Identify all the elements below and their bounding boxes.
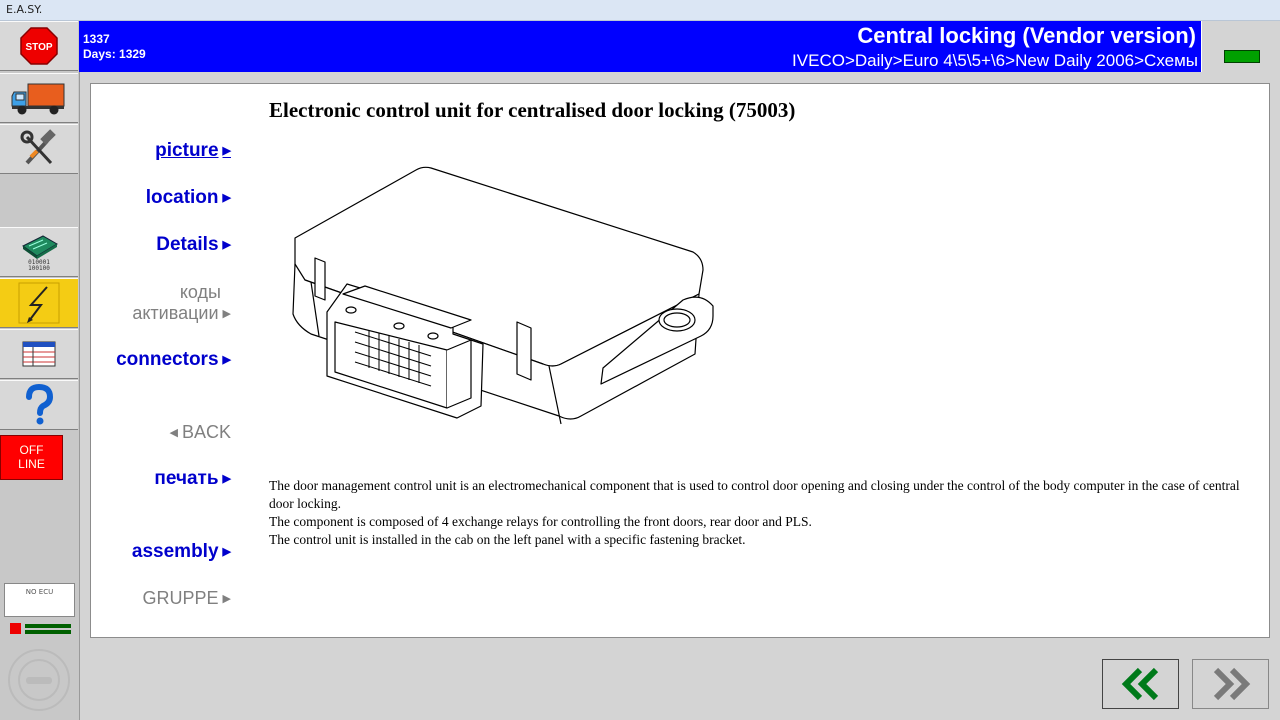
ecu-error-indicator: [10, 623, 21, 634]
page-header-title: Central locking (Vendor version): [857, 23, 1196, 48]
nav-connectors-label: connectors: [116, 349, 219, 370]
arrow-right-icon: ▶: [222, 308, 231, 320]
wrench-hammer-icon: [19, 129, 59, 169]
stop-icon: [19, 26, 59, 66]
nav-back-label: BACK: [181, 422, 231, 442]
description-paragraph: The door management control unit is an electromechanical component that is used to control door opening and closing under the control of the body computer in the case of central door locking.: [269, 478, 1240, 511]
breadcrumb: IVECO>Daily>Euro 4\5\5+\6>New Daily 2006>Схемы: [792, 51, 1198, 70]
table-icon: [19, 338, 59, 370]
nav-codes-line1: коды: [179, 282, 221, 302]
previous-button[interactable]: [1102, 659, 1179, 709]
nav-picture-label: picture: [155, 140, 219, 161]
description-paragraph: The component is composed of 4 exchange relays for controlling the front doors, rear door and PLS.: [269, 514, 812, 529]
nav-assembly-label: assembly: [131, 541, 219, 562]
arrow-right-icon: ▶: [222, 593, 231, 605]
ecu-data-button[interactable]: [0, 227, 78, 277]
nav-print[interactable]: [154, 468, 231, 490]
offline-label-line1: OFF: [19, 443, 44, 457]
nav-back[interactable]: [170, 422, 232, 443]
nav-gruppe-label: GRUPPE: [142, 588, 219, 608]
connection-led: [1224, 50, 1260, 63]
session-id: 1337: [83, 32, 110, 46]
ecu-chip-icon: [19, 232, 59, 260]
ecu-binary-label: 010001 100100: [28, 259, 50, 272]
double-chevron-left-icon: [1116, 664, 1166, 704]
ecu-bar-2: [25, 630, 71, 634]
vehicle-button[interactable]: [0, 73, 78, 123]
nav-connectors[interactable]: [116, 349, 231, 371]
truck-icon: [10, 80, 68, 116]
nav-print-label: печать: [154, 468, 219, 489]
arrow-right-icon: ▶: [222, 546, 231, 558]
nav-codes-line2: активации: [132, 303, 219, 323]
nav-assembly[interactable]: [132, 541, 231, 563]
page-title: Electronic control unit for centralised door locking (75003): [269, 98, 796, 122]
double-chevron-right-icon: [1206, 664, 1256, 704]
content-panel: [90, 83, 1270, 638]
stop-dial-icon: [6, 647, 72, 713]
ecu-status-box: [4, 583, 75, 617]
arrow-left-icon: ◀: [169, 427, 178, 439]
nav-activation-codes[interactable]: [132, 282, 231, 324]
header-bar: [79, 21, 1201, 72]
arrow-right-icon: ▶: [222, 145, 231, 157]
stop-dial: [0, 641, 78, 719]
arrow-right-icon: ▶: [222, 354, 231, 366]
lightning-icon: [17, 281, 61, 325]
stop-button[interactable]: [0, 21, 78, 71]
arrow-right-icon: ▶: [222, 192, 231, 204]
next-button[interactable]: [1192, 659, 1269, 709]
nav-location-label: location: [145, 187, 219, 208]
help-button[interactable]: [0, 380, 78, 430]
offline-indicator[interactable]: [0, 435, 63, 480]
tools-button[interactable]: [0, 124, 78, 174]
description-paragraph: The control unit is installed in the cab on the left panel with a specific fastening bracket.: [269, 532, 746, 547]
window-title: E.A.SY.: [6, 3, 43, 16]
ecu-diagram: [281, 154, 721, 444]
session-days: Days: 1329: [83, 47, 146, 61]
window-titlebar: [0, 0, 1280, 21]
nav-details-label: Details: [156, 234, 219, 255]
table-button[interactable]: [0, 329, 78, 379]
nav-details[interactable]: [156, 234, 231, 256]
ecu-bar-1: [25, 624, 71, 628]
arrow-right-icon: ▶: [222, 239, 231, 251]
ecu-status-label: NO ECU: [25, 588, 54, 596]
schematics-button[interactable]: [0, 278, 78, 328]
offline-label-line2: LINE: [18, 457, 45, 471]
question-icon: [21, 384, 57, 426]
session-info: [83, 32, 146, 62]
nav-gruppe[interactable]: [143, 588, 232, 609]
nav-location[interactable]: [146, 187, 231, 209]
arrow-right-icon: ▶: [222, 473, 231, 485]
left-toolbar: [0, 21, 80, 720]
stop-label: STOP: [25, 42, 53, 53]
nav-picture[interactable]: [155, 140, 231, 162]
description: [269, 477, 1249, 549]
connection-status-panel: [1201, 21, 1280, 72]
